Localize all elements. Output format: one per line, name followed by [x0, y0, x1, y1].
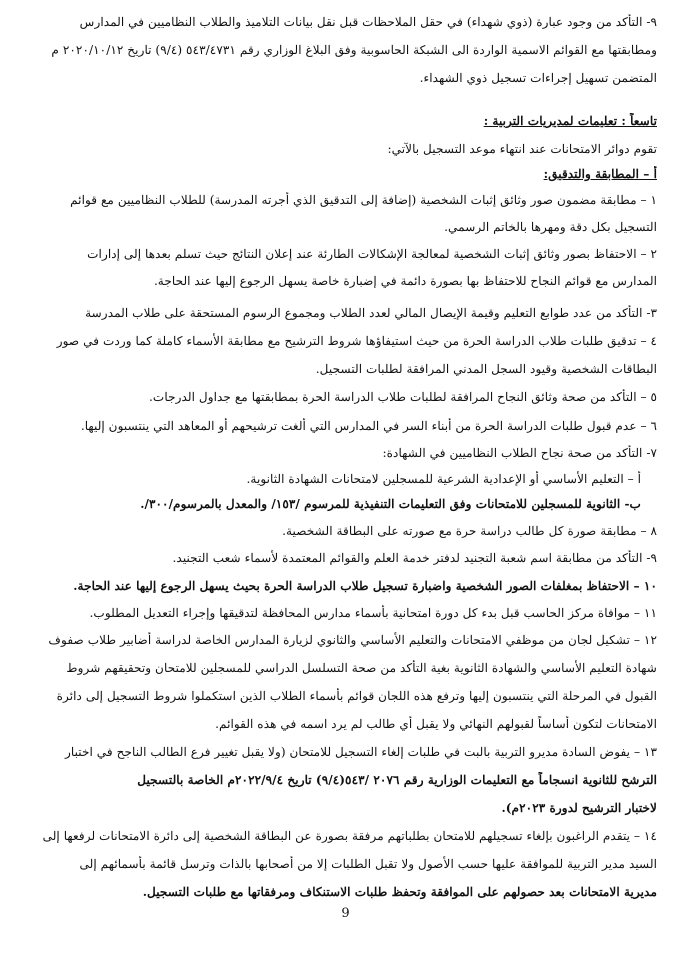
item-6: ٦ – عدم قبول طلبات الدراسة الحرة من أبناء السر في المدارس التي ألغت ترشيحهم أو المعاهد التي ينتسبون إليها.	[80, 419, 657, 433]
item-9-line-2: ومطابقتها مع القوائم الاسمية الواردة الى الشبكة الحاسوبية وفق البلاغ الوزاري رقم ٥٤٣/٤٧٣١ (٩/٤) تاريخ ٢٠٢٠/١٠/١٢ م	[51, 43, 657, 57]
intro-text: تقوم دوائر الامتحانات عند انتهاء موعد التسجيل بالآتي:	[387, 142, 657, 156]
item-4-line-2: البطاقات الشخصية وقيود السجل المدني المرافقة لطلبات التسجيل.	[315, 362, 657, 376]
item-13-line-1: ١٣ – يفوض السادة مديرو التربية بالبت في طلبات إلغاء التسجيل للامتحان (ولا يقبل تغيير فرع الطالب الناجح في اختبار	[65, 745, 657, 759]
item-2-line-1: ٢ – الاحتفاظ بصور وثائق إثبات الشخصية لمعالجة الإشكالات الطارئة عند إعلان النتائج حيث تسلم بعدها إلى إدارات	[87, 247, 657, 261]
item-7-b: ب- الثانوية للمسجلين للامتحانات وفق التعليمات التنفيذية للمرسوم /١٥٣/ والمعدل بالمرسوم/٣٠٠/.	[140, 497, 641, 511]
section-9-title: تاسعاً : تعليمات لمديريات التربية :	[483, 114, 657, 128]
item-12-line-1: ١٢ – تشكيل لجان من موظفي الامتحانات والتعليم الأساسي والثانوي لزيارة المدارس الخاصة لدراسة أضابير طلاب صفوف	[48, 633, 657, 647]
item-9-line-3: المتضمن تسهيل إجراءات تسجيل ذوي الشهداء.	[419, 71, 657, 85]
item-9-line-1: ٩- التأكد من وجود عبارة (ذوي شهداء) في حقل الملاحظات قبل نقل بيانات التلاميذ والطلاب النظاميين في المدارس	[79, 15, 657, 29]
subsection-a-title: أ – المطابقة والتدقيق:	[543, 167, 657, 181]
item-9: ٩- التأكد من مطابقة اسم شعبة التجنيد لدفتر خدمة العلم والقوائم المعتمدة لأسماء شعب التجنيد.	[172, 551, 657, 565]
item-5: ٥ – التأكد من صحة وثائق النجاح المرافقة لطلبات طلاب الدراسة الحرة بمطابقتها مع جداول الدرجات.	[149, 390, 657, 404]
item-14-line-1: ١٤ – يتقدم الراغبون بإلغاء تسجيلهم للامتحان بطلباتهم مرفقة بصورة عن البطاقة الشخصية إلى دائرة الامتحانات لرفعها إلى	[42, 829, 657, 843]
page-number: 9	[341, 906, 350, 921]
item-12-line-4: الامتحانات لتكون أساساً لقبولهم النهائي ولا يقبل أي طالب لم يرد اسمه في هذه القوائم.	[215, 717, 657, 731]
item-14-line-2: السيد مدير التربية للموافقة عليها حسب الأصول ولا تقبل الطلبات إلا من أصحابها بالذات وترسل قائمة بأسمائهم إلى	[79, 857, 657, 871]
item-13-line-3: لاختبار الترشيح لدورة ٢٠٢٣م).	[501, 801, 657, 815]
item-10: ١٠ – الاحتفاظ بمغلفات الصور الشخصية واضبارة تسجيل طلاب الدراسة الحرة بحيث يسهل الرجوع إليها عند الحاجة.	[73, 579, 657, 593]
item-12-line-3: القبول في المرحلة التي ينتسبون إليها وترفع هذه اللجان قوائم بأسماء الطلاب الذين استكملوا شروط التسجيل إلى دائرة	[56, 689, 657, 703]
item-4-line-1: ٤ – تدقيق طلبات طلاب الدراسة الحرة من حيث استيفاؤها شروط الترشيح مع مطابقة الأسماء كاملة كما وردت في صور	[56, 334, 657, 348]
item-7: ٧- التأكد من صحة نجاح الطلاب النظاميين في الشهادة:	[382, 446, 657, 460]
item-14-line-3: مديرية الامتحانات بعد حصولهم على الموافقة وتحفظ طلبات الاستنكاف ومرفقاتها مع طلبات التسجيل.	[142, 885, 657, 899]
item-8: ٨ – مطابقة صورة كل طالب دراسة حرة مع صورته على البطاقة الشخصية.	[282, 524, 657, 538]
item-3: ٣- التأكد من عدد طوابع التعليم وقيمة الإيصال المالي لعدد الطلاب ومجموع الرسوم المستحقة على طلاب المدرسة	[85, 306, 657, 320]
item-1-line-2: التسجيل بكل دقة ومهرها بالخاتم الرسمي.	[444, 220, 657, 234]
item-2-line-2: المدارس مع قوائم النجاح للاحتفاظ بها بصورة دائمة في إضبارة خاصة يسهل الرجوع إليها عند الحاجة.	[153, 274, 657, 288]
item-12-line-2: شهادة التعليم الأساسي والشهادة الثانوية بغية التأكد من صحة التسلسل الدراسي للمسجلين للامتحان وتحقيقهم شروط	[66, 661, 657, 675]
item-11: ١١ – موافاة مركز الحاسب قبل بدء كل دورة امتحانية بأسماء مدارس المحافظة لتدقيقها وإجراء التعديل المطلوب.	[89, 606, 657, 620]
item-7-a: أ – التعليم الأساسي أو الإعدادية الشرعية للمسجلين لامتحانات الشهادة الثانوية.	[246, 472, 641, 486]
item-13-line-2: الترشح للثانوية انسجاماً مع التعليمات الوزارية رقم ٢٠٧٦ /٥٤٣(٩/٤) تاريخ ٢٠٢٢/٩/٤م الخاصة بالتسجيل	[137, 773, 657, 787]
item-1-line-1: ١ – مطابقة مضمون صور وثائق إثبات الشخصية (إضافة إلى التدقيق الذي أجرته المدرسة) للطلاب النظاميين مع قوائم	[70, 193, 657, 207]
